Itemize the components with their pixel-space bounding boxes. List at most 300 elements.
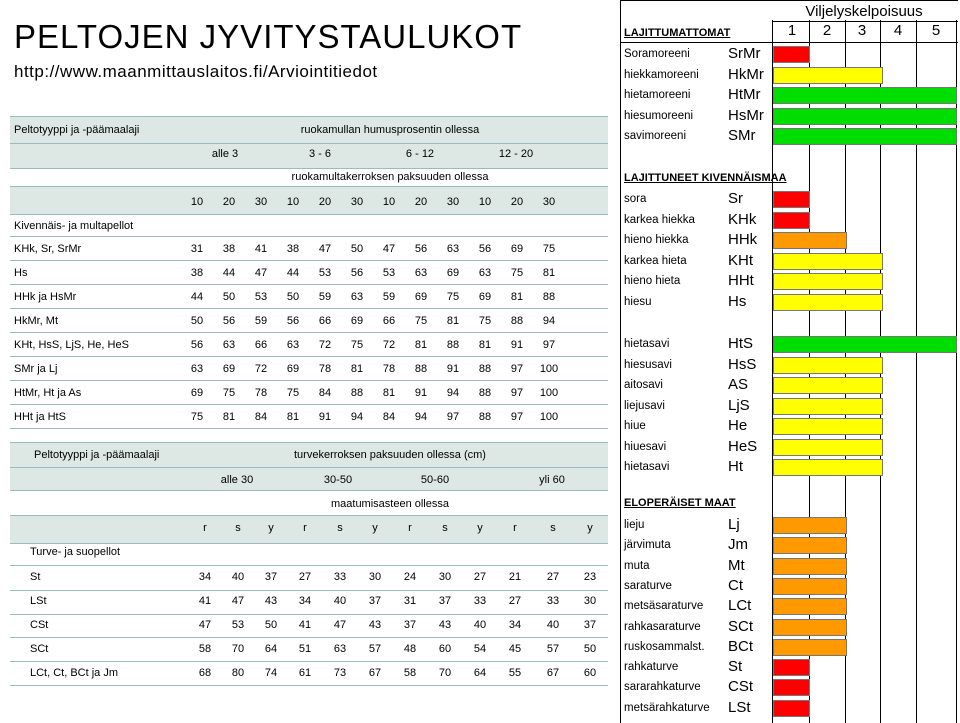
table-cell: 69 (190, 387, 204, 399)
table-cell: 67 (546, 667, 560, 679)
table-cell: 63 (446, 243, 460, 255)
usability-bar (773, 558, 847, 575)
table-cell: 37 (438, 595, 452, 607)
maturity-label: s (442, 522, 448, 534)
table-cell: 37 (403, 619, 417, 631)
row-divider (10, 442, 608, 443)
table-cell: 57 (368, 643, 382, 655)
level-label: 1 (787, 22, 797, 39)
usability-panel (620, 0, 958, 723)
table-cell: 50 (350, 243, 364, 255)
table-cell: 59 (318, 291, 332, 303)
soil-abbr: KHk (728, 210, 757, 228)
row-divider (10, 661, 608, 662)
table-cell: 69 (350, 315, 364, 327)
usability-bar (773, 398, 883, 415)
table-cell: 43 (368, 619, 382, 631)
table-cell: 67 (368, 667, 382, 679)
table-cell: 51 (298, 643, 312, 655)
table-cell: 81 (542, 267, 556, 279)
table-cell: 41 (198, 595, 212, 607)
table-cell: 97 (510, 387, 524, 399)
divider (772, 21, 958, 22)
soil-abbr: HeS (728, 437, 758, 455)
table-cell: 27 (298, 571, 312, 583)
row-divider (10, 332, 608, 333)
soil-abbr: Ht (728, 458, 743, 475)
maturity-label: y (268, 522, 274, 534)
table-cell: 53 (318, 267, 332, 279)
depth-label: 30 (254, 196, 268, 208)
table-cell: 31 (190, 243, 204, 255)
soil-abbr: SCt (728, 617, 754, 635)
humus-group: alle 3 (211, 148, 239, 160)
section-title: ELOPERÄISET MAAT (624, 497, 736, 509)
level-label: 5 (931, 22, 941, 39)
soil-name: sora (624, 193, 647, 205)
row-divider (10, 356, 608, 357)
table-cell: 78 (382, 363, 396, 375)
soil-abbr: SrMr (728, 45, 761, 62)
usability-bar (773, 273, 883, 290)
usability-bar (773, 67, 883, 84)
thickness-group: 50-60 (420, 474, 450, 486)
table-cell: 60 (583, 667, 597, 679)
table-cell: 47 (198, 619, 212, 631)
table-cell: 37 (264, 571, 278, 583)
table-cell: 78 (318, 363, 332, 375)
usability-bar (773, 108, 957, 125)
type-header: Peltotyyppi ja -päämaalaji (14, 124, 140, 136)
table-cell: 69 (222, 363, 236, 375)
soil-abbr: He (728, 417, 748, 434)
table-cell: 21 (508, 571, 522, 583)
maturity-label: r (303, 522, 307, 534)
soil-abbr: CSt (728, 678, 754, 696)
table-cell: 88 (446, 339, 460, 351)
soil-name: sararahkaturve (624, 681, 701, 694)
row-divider (10, 214, 608, 215)
soil-abbr: Jm (728, 536, 748, 554)
table-cell: 66 (254, 339, 268, 351)
depth-header: ruokamultakerroksen paksuuden ollessa (291, 171, 489, 183)
table-cell: 47 (318, 243, 332, 255)
table-cell: 69 (414, 291, 428, 303)
table-cell: 59 (382, 291, 396, 303)
table-cell: 50 (222, 291, 236, 303)
table-cell: 53 (231, 619, 245, 631)
table-cell: 23 (583, 571, 597, 583)
usability-bar (773, 336, 957, 353)
usability-bar (773, 212, 810, 229)
maturity-label: s (235, 522, 241, 534)
maturity-label: y (372, 522, 378, 534)
soil-name: järvimuta (624, 539, 671, 552)
table-cell: 48 (403, 643, 417, 655)
table-cell: 63 (222, 339, 236, 351)
table-cell: 40 (546, 619, 560, 631)
depth-label: 10 (382, 196, 396, 208)
row-divider (10, 143, 608, 144)
usability-bar (773, 619, 847, 636)
row-label: KHt, HsS, LjS, He, HeS (14, 339, 129, 351)
table-cell: 47 (382, 243, 396, 255)
row-label: LSt (30, 595, 47, 607)
usability-bar (773, 377, 883, 394)
soil-abbr: LCt (728, 597, 752, 615)
humus-group: 6 - 12 (405, 148, 435, 160)
table-cell: 53 (254, 291, 268, 303)
thickness-group: alle 30 (220, 474, 254, 486)
humus-group: 3 - 6 (308, 148, 331, 160)
row-divider (10, 614, 608, 615)
table-cell: 70 (438, 667, 452, 679)
table-cell: 54 (473, 643, 487, 655)
table-cell: 69 (510, 243, 524, 255)
soil-name: metsärahkaturve (624, 701, 710, 714)
table-cell: 84 (254, 411, 268, 423)
soil-abbr: Ct (728, 576, 743, 594)
row-label: HHt ja HtS (14, 411, 66, 423)
soil-name: metsäsaraturve (624, 600, 704, 613)
table-cell: 66 (318, 315, 332, 327)
table-cell: 70 (231, 643, 245, 655)
soil-name: savimoreeni (624, 130, 686, 142)
row-divider (10, 236, 608, 237)
table-cell: 63 (286, 339, 300, 351)
table-cell: 44 (286, 267, 300, 279)
table-cell: 56 (478, 243, 492, 255)
usability-bar (773, 46, 810, 63)
usability-bar (773, 418, 883, 435)
table-cell: 27 (473, 571, 487, 583)
table-cell: 75 (350, 339, 364, 351)
table-cell: 84 (382, 411, 396, 423)
soil-name: hiekkamoreeni (624, 68, 699, 81)
thickness-group: yli 60 (539, 474, 565, 486)
table-cell: 81 (446, 315, 460, 327)
table-cell: 94 (350, 411, 364, 423)
depth-label: 20 (222, 196, 236, 208)
thickness-group: 30-50 (323, 474, 353, 486)
soil-abbr: Hs (728, 292, 747, 310)
table-cell: 64 (473, 667, 487, 679)
soil-name: lieju (624, 519, 645, 531)
table-cell: 69 (478, 291, 492, 303)
table-cell: 88 (510, 315, 524, 327)
soil-name: Soramoreeni (624, 48, 690, 60)
table-cell: 88 (542, 291, 556, 303)
soil-abbr: SMr (728, 127, 756, 144)
maturity-label: r (408, 522, 412, 534)
table-cell: 91 (510, 339, 524, 351)
table-cell: 53 (382, 267, 396, 279)
usability-header: Viljelyskelpoisuus (805, 3, 923, 20)
table-cell: 63 (190, 363, 204, 375)
soil-name: hietasavi (624, 338, 670, 350)
soil-abbr: HtMr (728, 86, 761, 103)
soil-abbr: Mt (728, 556, 745, 574)
table-cell: 44 (190, 291, 204, 303)
maturity-label: r (203, 522, 207, 534)
table-cell: 81 (414, 339, 428, 351)
soil-name: hieno hiekka (624, 234, 689, 246)
row-label: St (30, 571, 41, 583)
row-divider (10, 260, 608, 261)
table-cell: 30 (368, 571, 382, 583)
usability-bar (773, 459, 883, 476)
depth-label: 10 (286, 196, 300, 208)
soil-name: hietasavi (624, 461, 670, 473)
table-cell: 94 (446, 387, 460, 399)
table-cell: 75 (414, 315, 428, 327)
table-cell: 81 (382, 387, 396, 399)
soil-abbr: AS (728, 376, 749, 393)
maturity-header: maatumisasteen ollessa (330, 498, 449, 510)
row-label: SMr ja Lj (14, 363, 58, 375)
thickness-header: turvekerroksen paksuuden ollessa (cm) (294, 449, 486, 461)
usability-bar (773, 191, 810, 208)
humus-group: 12 - 20 (498, 148, 534, 160)
table-cell: 27 (508, 595, 522, 607)
table-cell: 40 (231, 571, 245, 583)
table-cell: 88 (478, 387, 492, 399)
soil-name: karkea hieta (624, 254, 687, 267)
table-cell: 72 (382, 339, 396, 351)
table-cell: 44 (222, 267, 236, 279)
usability-bar (773, 659, 810, 676)
table-cell: 47 (333, 619, 347, 631)
table-cell: 75 (446, 291, 460, 303)
soil-abbr: HkMr (728, 65, 764, 83)
table-cell: 81 (478, 339, 492, 351)
table-cell: 40 (333, 595, 347, 607)
level-label: 4 (893, 22, 903, 39)
row-label: CSt (30, 619, 49, 631)
soil-name: ruskosammalst. (624, 640, 705, 653)
row-divider (10, 543, 608, 544)
soil-name: hietamoreeni (624, 89, 691, 101)
soil-name: karkea hiekka (624, 213, 695, 226)
table-cell: 88 (478, 411, 492, 423)
humus-header: ruokamullan humusprosentin ollessa (300, 124, 480, 136)
row-divider (10, 186, 608, 187)
row-divider (10, 380, 608, 381)
table-cell: 88 (350, 387, 364, 399)
maturity-label: s (337, 522, 343, 534)
row-divider (10, 168, 608, 169)
row-divider (10, 515, 608, 516)
table-cell: 47 (231, 595, 245, 607)
usability-bar (773, 679, 810, 696)
table-cell: 75 (222, 387, 236, 399)
table-cell: 40 (473, 619, 487, 631)
table-cell: 74 (264, 667, 278, 679)
grid-line (956, 20, 957, 723)
depth-label: 30 (446, 196, 460, 208)
table-cell: 56 (190, 339, 204, 351)
soil-abbr: KHt (728, 251, 754, 269)
depth-label: 30 (542, 196, 556, 208)
soil-abbr: St (728, 658, 743, 676)
table-cell: 37 (583, 619, 597, 631)
row-label: KHk, Sr, SrMr (14, 243, 82, 255)
table-cell: 75 (286, 387, 300, 399)
usability-bar (773, 232, 847, 249)
maturity-label: y (477, 522, 483, 534)
row-label: LCt, Ct, BCt ja Jm (30, 667, 119, 679)
table-cell: 81 (510, 291, 524, 303)
usability-bar (773, 598, 847, 615)
table-cell: 38 (286, 243, 300, 255)
table-cell: 100 (539, 411, 559, 423)
table-cell: 60 (438, 643, 452, 655)
row-divider (10, 637, 608, 638)
usability-bar (773, 578, 847, 595)
table-cell: 88 (478, 363, 492, 375)
soil-abbr: HHk (728, 231, 758, 248)
table-cell: 73 (333, 667, 347, 679)
table-cell: 34 (508, 619, 522, 631)
table-cell: 68 (198, 667, 212, 679)
level-label: 2 (822, 22, 832, 39)
table-cell: 56 (350, 267, 364, 279)
soil-abbr: HsMr (728, 106, 764, 124)
table-cell: 37 (368, 595, 382, 607)
soil-name: hiesu (624, 295, 652, 308)
table-cell: 33 (333, 571, 347, 583)
table-cell: 81 (286, 411, 300, 423)
table-cell: 80 (231, 667, 245, 679)
table-cell: 75 (190, 411, 204, 423)
usability-bar (773, 439, 883, 456)
row-label: Hs (14, 267, 28, 279)
soil-abbr: LSt (728, 698, 751, 716)
table-cell: 94 (542, 315, 556, 327)
table-cell: 100 (539, 363, 559, 375)
section-label: Turve- ja suopellot (30, 546, 121, 558)
table-cell: 33 (546, 595, 560, 607)
maturity-label: y (587, 522, 593, 534)
table-cell: 41 (298, 619, 312, 631)
depth-label: 20 (510, 196, 524, 208)
soil-abbr: HtS (728, 335, 754, 352)
soil-abbr: HHt (728, 272, 754, 289)
table-cell: 88 (414, 363, 428, 375)
row-divider (10, 490, 608, 491)
table-cell: 81 (222, 411, 236, 423)
table-cell: 43 (264, 595, 278, 607)
table-cell: 97 (446, 411, 460, 423)
usability-bar (773, 253, 883, 270)
row-label: SCt (30, 643, 49, 655)
table-cell: 84 (318, 387, 332, 399)
table-cell: 38 (190, 267, 204, 279)
soil-name: hiuesavi (624, 440, 667, 453)
table-cell: 47 (254, 267, 268, 279)
table-cell: 100 (539, 387, 559, 399)
soil-abbr: BCt (728, 637, 754, 655)
section-title: LAJITTUNEET KIVENNÄISMAA (624, 172, 787, 184)
table-cell: 97 (510, 411, 524, 423)
soil-name: rahkasaraturve (624, 620, 701, 633)
table-cell: 50 (286, 291, 300, 303)
usability-bar (773, 639, 847, 656)
maturity-label: s (550, 522, 556, 534)
soil-name: hiesusavi (624, 358, 672, 371)
depth-label: 10 (478, 196, 492, 208)
table-cell: 31 (403, 595, 417, 607)
table-cell: 33 (473, 595, 487, 607)
table-cell: 55 (508, 667, 522, 679)
row-label: HHk ja HsMr (14, 291, 77, 303)
table-cell: 56 (286, 315, 300, 327)
usability-bar (773, 87, 957, 104)
table-cell: 56 (222, 315, 236, 327)
table-cell: 50 (190, 315, 204, 327)
usability-bar (773, 517, 847, 534)
divider (620, 42, 958, 43)
table-cell: 94 (414, 411, 428, 423)
soil-abbr: Lj (728, 516, 740, 533)
table-cell: 75 (478, 315, 492, 327)
row-divider (10, 428, 608, 429)
level-label: 3 (857, 22, 867, 39)
soil-abbr: Sr (728, 190, 743, 207)
table-cell: 91 (414, 387, 428, 399)
soil-name: muta (624, 559, 650, 572)
table-cell: 75 (542, 243, 556, 255)
soil-name: hieno hieta (624, 275, 681, 287)
table-cell: 97 (542, 339, 556, 351)
table-cell: 50 (264, 619, 278, 631)
table-cell: 91 (318, 411, 332, 423)
table-cell: 63 (350, 291, 364, 303)
row-divider (10, 284, 608, 285)
table-cell: 24 (403, 571, 417, 583)
usability-bar (773, 357, 883, 374)
usability-bar (773, 294, 883, 311)
row-divider (10, 590, 608, 591)
table-cell: 43 (438, 619, 452, 631)
soil-name: rahkaturve (624, 661, 679, 674)
table-cell: 75 (510, 267, 524, 279)
row-divider (10, 685, 608, 686)
table-cell: 59 (254, 315, 268, 327)
table-cell: 69 (286, 363, 300, 375)
table-cell: 63 (333, 643, 347, 655)
table-cell: 57 (546, 643, 560, 655)
soil-name: aitosavi (624, 379, 663, 391)
row-divider (10, 116, 608, 117)
table-cell: 45 (508, 643, 522, 655)
row-label: HtMr, Ht ja As (14, 387, 82, 399)
table-cell: 58 (198, 643, 212, 655)
depth-label: 10 (190, 196, 204, 208)
type-header: Peltotyyppi ja -päämaalaji (34, 449, 160, 461)
row-label: HkMr, Mt (14, 315, 58, 327)
depth-label: 20 (318, 196, 332, 208)
table-cell: 50 (583, 643, 597, 655)
table-cell: 64 (264, 643, 278, 655)
soil-abbr: LjS (728, 396, 750, 414)
table-cell: 30 (438, 571, 452, 583)
table-cell: 38 (222, 243, 236, 255)
table-cell: 30 (583, 595, 597, 607)
table-cell: 66 (382, 315, 396, 327)
depth-label: 30 (350, 196, 364, 208)
soil-name: hiue (624, 420, 646, 432)
